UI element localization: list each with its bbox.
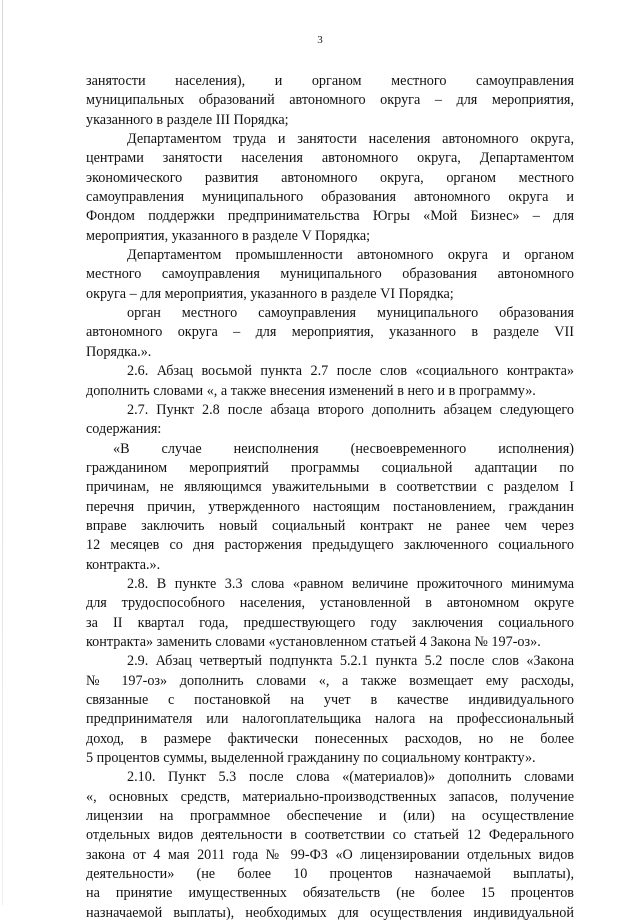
text-line: Порядка.».: [86, 343, 152, 360]
text-line: перечня причин, утвержденного настоящим постановлением, гражданин: [86, 498, 574, 515]
page-number: 3: [317, 34, 323, 46]
text-line: 2.9. Абзац четвертый подпункта 5.2.1 пункта 5.2 после слов «Закона: [127, 653, 574, 670]
text-line: Департаментом труда и занятости населения автономного округа,: [127, 131, 574, 148]
text-line: местного самоуправления муниципального образования автономного: [86, 266, 574, 283]
text-line: 2.8. В пункте 3.3 слова «равном величине прожиточного минимума: [127, 575, 574, 592]
text-line: причинам, не являющимся уважительными в соответствии с разделом I: [86, 479, 574, 496]
text-line: муниципальных образований автономного округа – для мероприятия,: [86, 92, 574, 109]
text-line: № 197-оз» дополнить словами «, а также возмещает ему расходы,: [86, 672, 574, 689]
text-line: занятости населения), и органом местного самоуправления: [86, 73, 574, 89]
text-line: орган местного самоуправления муниципального образования: [127, 305, 574, 322]
text-line: дополнить словами «, а также внесения изменений в него и в программу».: [86, 382, 536, 399]
text-line: «, основных средств, материально-производственных запасов, получение: [86, 788, 574, 805]
text-line: закона от 4 мая 2011 года № 99-ФЗ «О лицензировании отдельных видов: [86, 846, 574, 863]
text-line: самоуправления муниципального образования автономного округа и: [86, 189, 574, 206]
text-line: 2.7. Пункт 2.8 после абзаца второго дополнить абзацем следующего: [127, 401, 574, 418]
text-line: автономного округа – для мероприятия, указанного в разделе VII: [86, 324, 574, 341]
text-line: доход, в размере фактически понесенных расходов, но не более: [86, 730, 574, 747]
text-line: связанные с постановкой на учет в качестве индивидуального: [86, 692, 574, 708]
text-line: экономического развития автономного округа, органом местного: [86, 169, 574, 186]
text-line: лицензии на программное обеспечение и (или) на осуществление: [86, 808, 574, 825]
text-line: назначаемой выплаты), необходимых для осуществления индивидуальной: [86, 904, 574, 921]
text-line: центрами занятости населения автономного округа, Департаментом: [86, 150, 574, 167]
text-line: для трудоспособного населения, установленной в автономном округе: [86, 595, 574, 612]
text-line: гражданином мероприятий программы социальной адаптации по: [86, 459, 574, 476]
text-line: Департаментом промышленности автономного округа и органом: [127, 247, 574, 264]
text-line: указанного в разделе III Порядка;: [86, 111, 289, 128]
text-line: «В случае неисполнения (несвоевременного исполнения): [113, 440, 574, 457]
text-line: деятельности» (не более 10 процентов назначаемой выплаты),: [86, 866, 574, 883]
text-line: 12 месяцев со дня расторжения предыдущего заключенного социального: [86, 537, 574, 554]
text-line: контракта» заменить словами «установленном статьей 4 Закона № 197-оз».: [86, 633, 541, 650]
text-line: 2.10. Пункт 5.3 после слова «(материалов)» дополнить словами: [127, 769, 574, 786]
text-line: 2.6. Абзац восьмой пункта 2.7 после слов «социального контракта»: [127, 363, 574, 380]
text-line: контракта.».: [86, 556, 161, 573]
text-line: на принятие имущественных обязательств (не более 15 процентов: [86, 885, 574, 902]
text-line: предпринимателя или налогоплательщика налога на профессиональный: [86, 711, 574, 728]
text-line: Фондом поддержки предпринимательства Югры «Мой Бизнес» – для: [86, 208, 574, 225]
text-line: мероприятия, указанного в разделе V Порядка;: [86, 227, 371, 244]
text-line: вправе заключить новый социальный контракт не ранее чем через: [86, 517, 574, 534]
scan-edge: [2, 0, 3, 905]
text-line: 5 процентов суммы, выделенной гражданину по социальному контракту».: [86, 750, 536, 767]
text-line: содержания:: [86, 421, 162, 438]
body-text: [86, 72, 574, 923]
text-line: округа – для мероприятия, указанного в разделе VI Порядка;: [86, 285, 454, 302]
text-line: за II квартал года, предшествующего году заключения социального: [86, 614, 574, 631]
text-line: отдельных видов деятельности в соответствии со статьей 12 Федерального: [86, 827, 574, 844]
